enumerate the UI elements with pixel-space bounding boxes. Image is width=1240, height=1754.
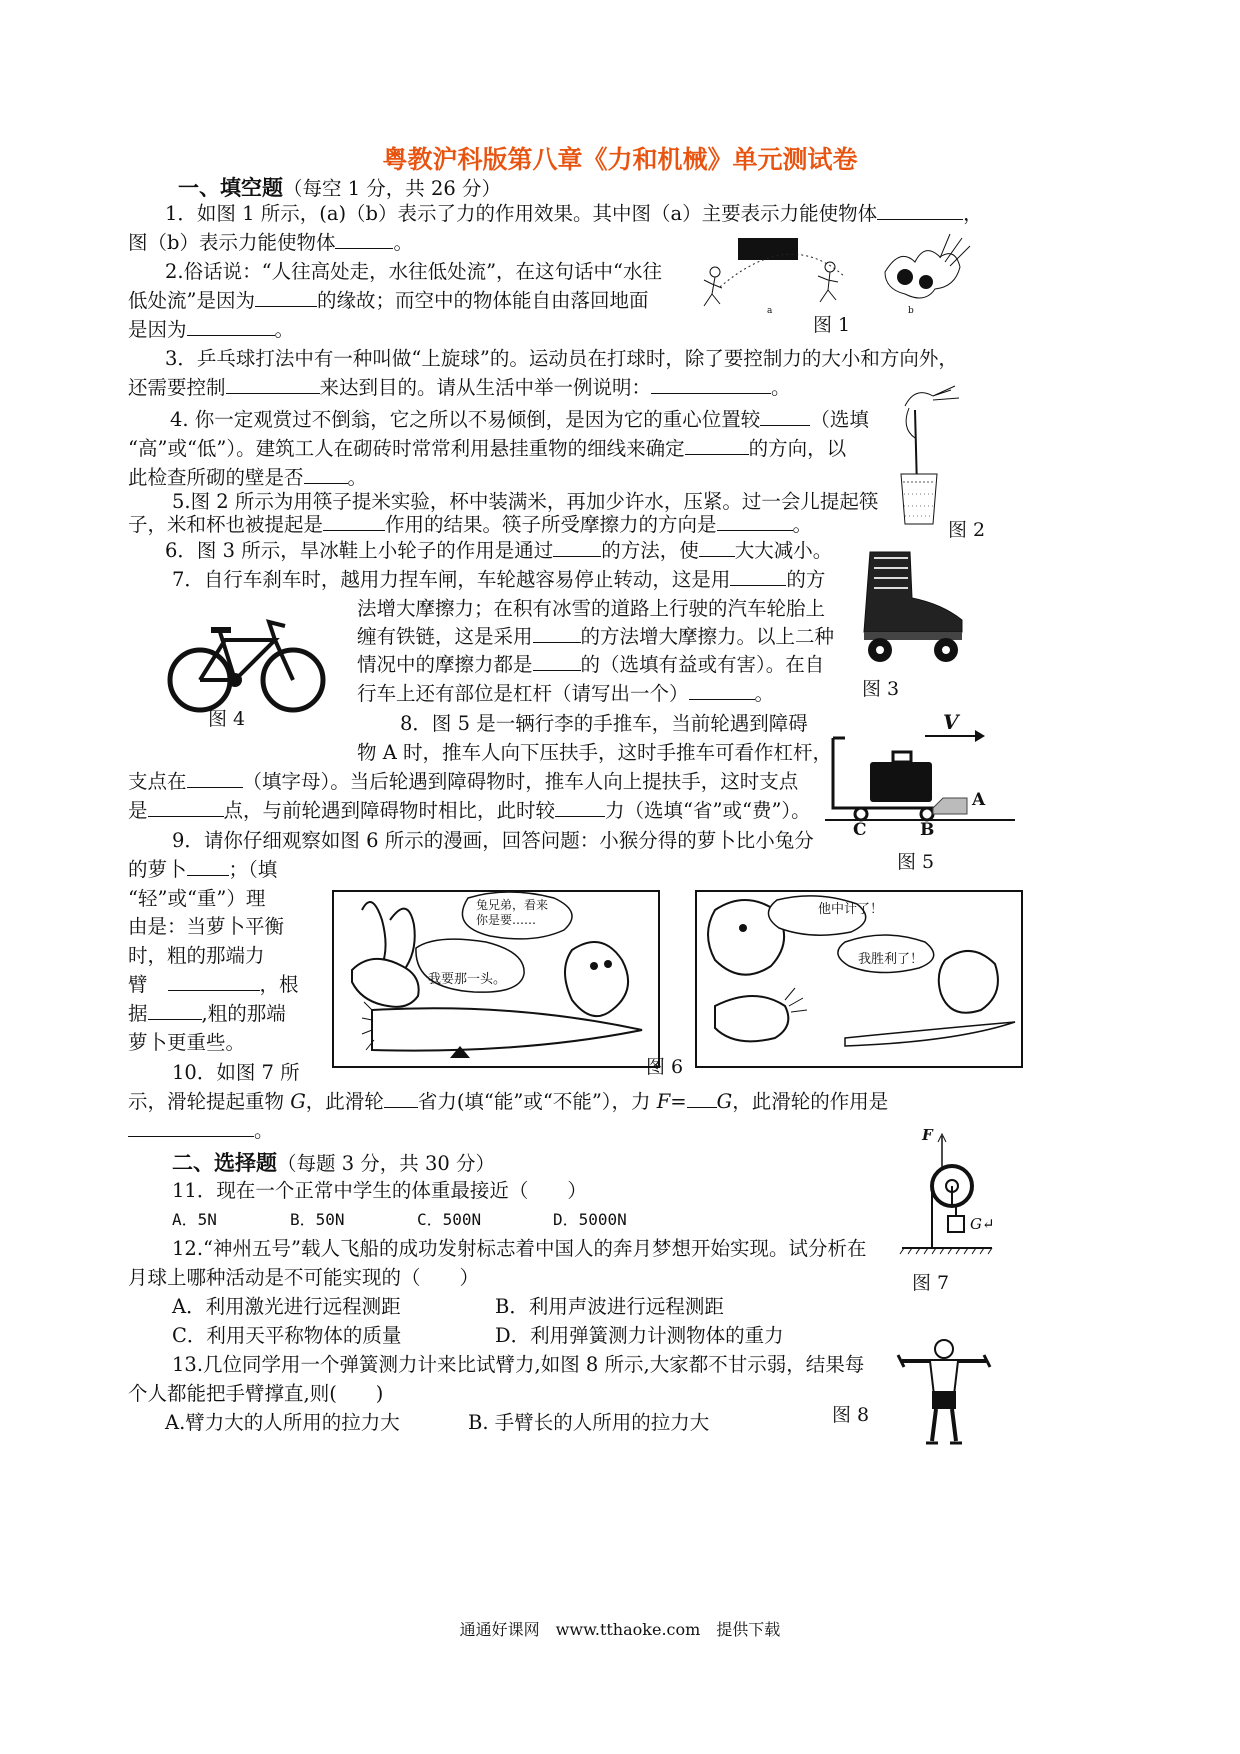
q12-option-c[interactable]: C．利用天平称物体的质量	[172, 1324, 402, 1347]
q6-text-b: 的方法，使	[601, 539, 699, 562]
q10-text-e: 。	[254, 1119, 274, 1142]
q8-blank-1[interactable]	[187, 769, 243, 788]
q9-text-f: ,粗的那端	[201, 1002, 286, 1025]
figure-6-bubble-3: 他中计了！	[818, 902, 884, 917]
q11-option-a[interactable]: A．5N	[172, 1210, 217, 1229]
q9-line6	[128, 970, 299, 1000]
q2-text-c: 是因为	[128, 318, 187, 341]
q9-text-d: ，根	[259, 973, 299, 996]
q9-text-b: ；（填	[228, 858, 278, 881]
q10-text-c: 省力(填“能”或“不能”），力	[417, 1090, 651, 1113]
q7-line4	[357, 650, 824, 680]
q7-text-d: 的方法增大摩擦力。以上二种	[580, 625, 835, 648]
q1-line2	[128, 228, 413, 258]
figure-5-label-b: B	[920, 820, 935, 840]
q1-text-a-end: ，	[963, 202, 983, 225]
q3-line2	[128, 373, 791, 403]
figure-4-caption: 图 4	[208, 708, 246, 730]
section-1-heading	[178, 172, 501, 202]
q4-text-f: 。	[347, 466, 368, 489]
q9-text-a: 的萝卜	[128, 858, 187, 881]
q8-text-d: 点，与前轮遇到障碍物时相比，此时较	[223, 799, 556, 822]
figure-5-label-c: C	[853, 820, 867, 840]
q7-text-e: 情况中的摩擦力都是	[357, 653, 533, 676]
q4-blank-2[interactable]	[685, 436, 749, 455]
q6-text-c: 大大减小。	[734, 539, 833, 562]
q7-blank-4[interactable]	[689, 681, 755, 700]
q4-blank-1[interactable]	[760, 407, 810, 426]
q9-text-e: 据	[128, 1002, 148, 1025]
figure-5-illustration	[825, 708, 1025, 828]
q8-line1: 8．图 5 是一辆行李的手推车，当前轮遇到障碍	[400, 712, 808, 735]
q5-blank-2[interactable]	[717, 512, 793, 531]
figure-2-caption: 图 2	[948, 519, 986, 541]
q8-line4	[128, 796, 811, 826]
q8-line2: 物 A 时，推车人向下压扶手，这时手推车可看作杠杆，	[357, 741, 832, 764]
q7-blank-1[interactable]	[730, 567, 786, 586]
q8-text-a: 支点在	[128, 770, 187, 793]
q10-var-g: G	[290, 1090, 306, 1113]
q4-text-b: （选填	[810, 408, 869, 431]
q13-option-b[interactable]: B. 手臂长的人所用的拉力大	[468, 1411, 710, 1434]
q11-option-c[interactable]: C．500N	[417, 1210, 482, 1229]
q4-text-d: 的方向，以	[748, 437, 847, 460]
q9-line2	[128, 855, 277, 885]
q11-option-b[interactable]: B．50N	[290, 1210, 345, 1229]
q9-line5: 时，粗的那端力	[128, 944, 265, 967]
q2-text-d: 。	[274, 318, 295, 341]
q8-text-e: 力（选填“省”或“费”）。	[605, 799, 811, 822]
figure-8-illustration	[898, 1335, 990, 1447]
footer-credit: 通通好课网 www.tthaoke.com 提供下载	[459, 1620, 781, 1639]
figure-6-bubble-4: 我胜利了！	[858, 952, 924, 967]
q1-line1	[165, 199, 983, 229]
figure-6-bubble-1: 兔兄弟，看来你是要……	[476, 898, 549, 927]
q7-text-g: 行车上还有部位是杠杆（请写出一个）	[357, 682, 689, 705]
q8-blank-2[interactable]	[148, 798, 224, 817]
q4-line1	[170, 405, 869, 435]
q12-option-b[interactable]: B．利用声波进行远程测距	[495, 1295, 724, 1318]
q2-line2	[128, 286, 649, 316]
q8-blank-3[interactable]	[555, 798, 605, 817]
figure-7-label-f: F	[922, 1126, 933, 1144]
q1-blank-1[interactable]	[877, 201, 963, 220]
q9-line4: 由是：当萝卜平衡	[128, 915, 285, 938]
figure-8-caption: 图 8	[832, 1404, 870, 1426]
q7-line3	[357, 622, 834, 652]
q2-line1: 2.俗话说：“人往高处走，水往低处流”，在这句话中“水往	[165, 260, 663, 283]
figure-5-label-v: V	[943, 710, 959, 734]
q5-text-c: 。	[792, 513, 813, 536]
q6-blank-1[interactable]	[553, 538, 601, 557]
q3-blank-1[interactable]	[226, 375, 320, 394]
figure-5-label-a: A	[972, 790, 986, 810]
q3-text-b: 来达到目的。请从生活中举一例说明：	[319, 376, 652, 399]
section-2-heading	[172, 1147, 495, 1177]
figure-6-bubble-2: 我要那一头。	[428, 972, 507, 987]
q9-line1: 9．请你仔细观察如图 6 所示的漫画，回答问题：小猴分得的萝卜比小兔分	[172, 829, 814, 852]
q4-text-e: 此检查所砌的壁是否	[128, 466, 304, 489]
q10-blank-3[interactable]	[128, 1118, 254, 1137]
q12-line2: 月球上哪种活动是不可能实现的（ ）	[128, 1266, 480, 1289]
q5-text-a: 子，米和杯也被提起是	[128, 513, 324, 536]
figure-7-caption: 图 7	[912, 1272, 950, 1294]
q1-text-a: 1．如图 1 所示，(a)（b）表示了力的作用效果。其中图（a）主要表示力能使物体	[165, 202, 878, 225]
q7-line1	[172, 565, 825, 595]
q7-line5	[357, 679, 774, 709]
q13-line2: 个人都能把手臂撑直,则( )	[128, 1382, 384, 1405]
figure-7-illustration	[900, 1128, 995, 1263]
page-title: 粤教沪科版第八章《力和机械》单元测试卷	[382, 145, 858, 174]
q4-text-c: “高”或“低”）。建筑工人在砌砖时常常利用悬挂重物的细线来确定	[128, 437, 685, 460]
q4-text-a: 4. 你一定观赏过不倒翁，它之所以不易倾倒，是因为它的重心位置较	[170, 408, 761, 431]
q10-text-a: 示，滑轮提起重物	[128, 1090, 285, 1113]
figure-5-caption: 图 5	[897, 851, 935, 873]
q8-text-b: （填字母）。当后轮遇到障碍物时，推车人向上提扶手，这时支点	[242, 770, 799, 793]
q6-line	[165, 536, 832, 566]
q8-text-c: 是	[128, 799, 148, 822]
q10-line1: 10．如图 7 所	[172, 1061, 300, 1084]
q7-line2: 法增大摩擦力；在积有冰雪的道路上行驶的汽车轮胎上	[357, 597, 826, 620]
q10-line2	[128, 1087, 888, 1117]
q4-line2	[128, 434, 846, 464]
figure-1-label-a: a	[767, 306, 773, 316]
q13-option-a[interactable]: A.臂力大的人所用的拉力大	[165, 1411, 400, 1434]
q9-blank-1[interactable]	[187, 857, 229, 876]
q2-text-b: 的缘故；而空中的物体能自由落回地面	[316, 289, 649, 312]
q2-text-a: 低处流”是因为	[128, 289, 255, 312]
q2-blank-2[interactable]	[187, 317, 275, 336]
q5-text-b: 作用的结果。筷子所受摩擦力的方向是	[385, 513, 717, 536]
q10-text-b: ，此滑轮	[305, 1090, 384, 1113]
q10-line3	[128, 1116, 274, 1146]
section-2-title: 二、选择题	[172, 1150, 277, 1175]
q12-option-d[interactable]: D．利用弹簧测力计测物体的重力	[495, 1324, 784, 1347]
q5-blank-1[interactable]	[323, 512, 385, 531]
q8-line3	[128, 767, 798, 797]
q7-text-h: 。	[754, 682, 775, 705]
q3-text-c: 。	[771, 376, 791, 399]
section-1-title: 一、填空题	[178, 175, 283, 200]
q9-line8: 萝卜更重些。	[128, 1031, 246, 1054]
q9-blank-3[interactable]	[148, 1001, 202, 1020]
q10-var-g2: G	[716, 1090, 733, 1113]
section-1-note: （每空 1 分，共 26 分）	[283, 177, 502, 200]
q9-blank-2[interactable]	[168, 972, 260, 991]
q10-blank-1[interactable]	[384, 1089, 418, 1108]
q11-option-d[interactable]: D．5000N	[553, 1210, 627, 1229]
figure-3-caption: 图 3	[862, 678, 900, 700]
q1-text-b: 图（b）表示力能使物体	[128, 231, 336, 254]
q2-line3	[128, 315, 294, 345]
q7-blank-2[interactable]	[533, 624, 581, 643]
figure-7-label-g: G↵	[970, 1215, 995, 1233]
q4-blank-3[interactable]	[304, 465, 348, 484]
q11-stem: 11．现在一个正常中学生的体重最接近（ ）	[172, 1179, 587, 1202]
q7-blank-3[interactable]	[533, 652, 581, 671]
q5-line1: 5.图 2 所示为用筷子提米实验，杯中装满米，再加少许水，压紧。过一会儿提起筷	[172, 490, 879, 513]
figure-3-illustration	[850, 548, 970, 666]
q9-line7	[128, 999, 286, 1029]
q3-text-a: 还需要控制	[128, 376, 226, 399]
figure-4-illustration	[165, 608, 330, 718]
q10-blank-2[interactable]	[687, 1089, 717, 1108]
q9-text-c: 臂	[128, 973, 148, 996]
q10-text-d: ，此滑轮的作用是	[732, 1090, 889, 1113]
q6-blank-2[interactable]	[699, 538, 735, 557]
q10-var-f: F=	[656, 1090, 687, 1113]
figure-6-caption: 图 6	[646, 1056, 684, 1078]
q9-line3: “轻”或“重”）理	[128, 887, 266, 910]
q3-blank-2[interactable]	[651, 375, 771, 394]
q13-line1: 13.几位同学用一个弹簧测力计来比试臂力,如图 8 所示,大家都不甘示弱，结果每	[172, 1353, 865, 1376]
q6-text-a: 6．图 3 所示，旱冰鞋上小轮子的作用是通过	[165, 539, 554, 562]
figure-2-illustration	[895, 378, 975, 528]
figure-1-caption: 图 1	[813, 314, 851, 336]
q7-text-a: 7．自行车刹车时，越用力捏车闸，车轮越容易停止转动，这是用	[172, 568, 731, 591]
q12-option-a[interactable]: A．利用激光进行远程测距	[172, 1295, 401, 1318]
q1-blank-2[interactable]	[335, 230, 393, 249]
q7-text-b: 的方	[786, 568, 826, 591]
q2-blank-1[interactable]	[255, 288, 317, 307]
q3-line1: 3．乒乓球打法中有一种叫做“上旋球”的。运动员在打球时，除了要控制力的大小和方向外，	[165, 347, 958, 370]
q1-text-b-end: 。	[393, 231, 413, 254]
figure-1-label-b: b	[908, 306, 914, 316]
q12-line1: 12.“神州五号”载人飞船的成功发射标志着中国人的奔月梦想开始实现。试分析在	[172, 1237, 867, 1260]
q7-text-f: 的（选填有益或有害）。在自	[580, 653, 825, 676]
q7-text-c: 缠有铁链，这是采用	[357, 625, 533, 648]
section-2-note: （每题 3 分，共 30 分）	[277, 1152, 496, 1175]
